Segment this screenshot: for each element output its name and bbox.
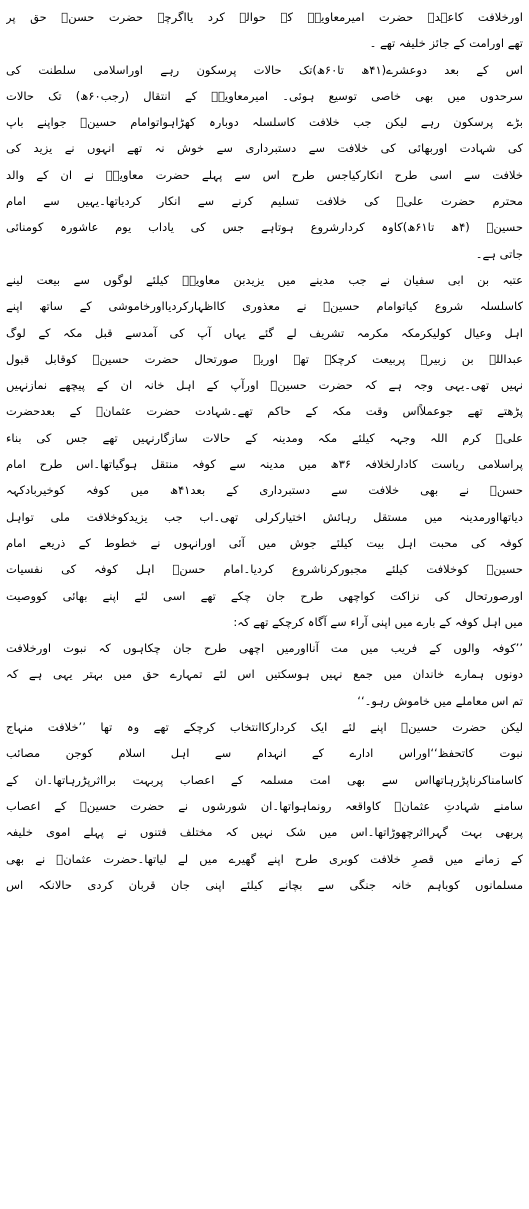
text-line: پربھی بہت گہرااثرچھوڑاتھا۔اس میں شک نہیں کہ مختلف فتنوں نے پہلے اموی خلیفہ: [6, 825, 523, 840]
text-line: کوفہ کی محبت اہل بیت کیلئے جوش میں آئی اورانہوں نے خطوط کے ذریعے امام: [6, 535, 523, 550]
text-line: محترم حضرت علیؓ کی خلافت تسلیم کرنے سے انکار کردیاتھا۔یہیں سے امام: [6, 194, 523, 209]
text-line: سامنے شہادتِ عثمانؓ کاواقعہ رونماہواتھا۔ان شورشوں نے حضرت حسینؓ کے اعصاب: [6, 798, 523, 813]
quote-paragraph: [6, 635, 523, 714]
text-line: مسلمانوں کوباہم خانہ جنگی سے بچانے کیلئے اپنی جان قربان کردی حالانکہ اس: [6, 877, 523, 892]
text-line: پڑھتے تھے جوعملاًاس وقت مکہ کے حاکم تھے۔شہادت حضرت عثمانؓ کے بعدحضرت: [6, 404, 523, 419]
text-line: دونوں ہمارے خاندان میں جمع نہیں ہوسکتیں اس لئے تمہارے حق میں بہتر یہی ہے کہ: [6, 667, 523, 682]
text-line: کاسلسلہ شروع کیاتوامام حسینؓ نے معذوری کااظہارکردیااورخاموشی کے ساتھ اپنے: [6, 299, 523, 314]
text-line: خلافت سے اسی طرح انکارکیاجس طرح اس سے پہلے حضرت معاویہؓ نے ان کے والد: [6, 167, 523, 182]
text-line: کی شہادت اوربھائی کی خلافت سے دستبرداری سے خوش نہ تھے انہوں نے یزید کی: [6, 141, 523, 156]
text-line: جاتی ہے۔: [475, 246, 523, 261]
text-line: علیؓ کرم اللہ وجہہ کیلئے مکہ ومدینہ کے حالات سازگارنہیں تھے جس کی بناء: [6, 430, 523, 445]
paragraph-3: [6, 267, 523, 635]
text-line: اورصورتحال کی نزاکت کواچھی طرح جان چکے تھے اسی لئے اپنے بھائی کووصیت: [6, 588, 523, 603]
text-line: اورخلافت کاعہدہ حضرت امیرمعاویہؓ کے حوالے کرد یااگرچہ حضرت حسنؓ حق پر: [6, 10, 523, 24]
paragraph-2: [6, 57, 523, 267]
paragraph-1: [6, 4, 523, 57]
text-line: کاسامناکرناپڑرہاتھااس سے بھی امت مسلمہ کے اعصاب پربہت برااثرپڑرہاتھا۔ان کے: [6, 772, 523, 787]
text-line: نہیں تھی۔یہی وجہ ہے کہ حضرت حسینؓ اورآپ کے اہل خانہ ان کے پیچھے نمازنہیں: [6, 378, 523, 393]
text-line: تھے اورامت کے جائز خلیفہ تھے ۔: [369, 36, 523, 51]
text-line: میں اہل کوفہ کے بارے میں اپنی آراء سے آگاہ کرچکے تھے کہ:: [233, 614, 523, 629]
text-line: دیاتھااورمدینہ میں مستقل رہائش اختیارکرلی تھی۔اب جب یزیدکوخلافت ملی تواہل: [6, 509, 523, 524]
text-line: حسینؓ کوخلافت کیلئے مجبورکرناشروع کردیا۔امام حسنؓ اہل کوفہ کی نفسیات: [6, 562, 523, 577]
text-line: اہل وعیال کولیکرمکہ مکرمہ تشریف لے گئے یہاں آپ کی آمدسے قبل مکہ کے لوگ: [6, 325, 523, 340]
text-line: لیکن حضرت حسینؓ اپنے لئے ایک کردارکاانتخاب کرچکے تھے وہ تھا ’’خلافت منہاج: [6, 720, 523, 735]
text-line: نبوت کاتحفظ‘‘اوراس ادارے کے انہدام سے اہل اسلام کوجن مصائب: [6, 746, 523, 761]
text-line: سرحدوں میں بھی خاصی توسیع ہوئی۔ امیرمعاویہؓ کے انتقال (رجب۶۰ھ) تک حالات: [6, 88, 523, 103]
text-line: حسینؓ (۴ھ تا۶۱ھ)کاوہ کردارشروع ہوتاہے جس کی یاداب یوم عاشورہ کومنائی: [6, 220, 523, 235]
text-line: تم اس معاملے میں خاموش رہو۔‘‘: [357, 693, 523, 708]
text-line: بڑے پرسکون رہے لیکن جب خلافت کاسلسلہ دوبارہ کھڑاہواتوامام حسینؓ جواپنے باپ: [6, 115, 523, 130]
text-line: حسنؓ نے بھی خلافت سے دستبرداری کے بعد۴۱ھ میں کوفہ کوخیربادکہہ: [6, 483, 523, 498]
text-line: پراسلامی ریاست کادارلخلافہ ۳۶ھ میں مدینہ سے کوفہ منتقل ہوگیاتھا۔اس طرح امام: [6, 457, 523, 472]
paragraph-5: [6, 714, 523, 898]
text-line: کے زمانے میں قصرِ خلافت کوبری طرح اپنے گھیرے میں لے لیاتھا۔حضرت عثمانؓ نے بھی: [6, 851, 523, 866]
text-line: اس کے بعد دوعشرے(۴۱ھ تا۶۰ھ)تک حالات پرسکون رہے اوراسلامی سلطنت کی: [6, 62, 523, 77]
text-line: عتبہ بن ابی سفیان نے جب مدینے میں یزیدبن معاویہؓ کیلئے لوگوں سے بیعت لینے: [6, 272, 523, 287]
text-line: عبداللہ بن زبیرؓ پربیعت کرچکے تھے اوریہ صورتحال حضرت حسینؓ کوقابل قبول: [6, 351, 523, 366]
text-line: ’’کوفہ والوں کے فریب میں مت آنااورمیں اچھی طرح جان چکاہوں کہ نبوت اورخلافت: [6, 641, 523, 656]
